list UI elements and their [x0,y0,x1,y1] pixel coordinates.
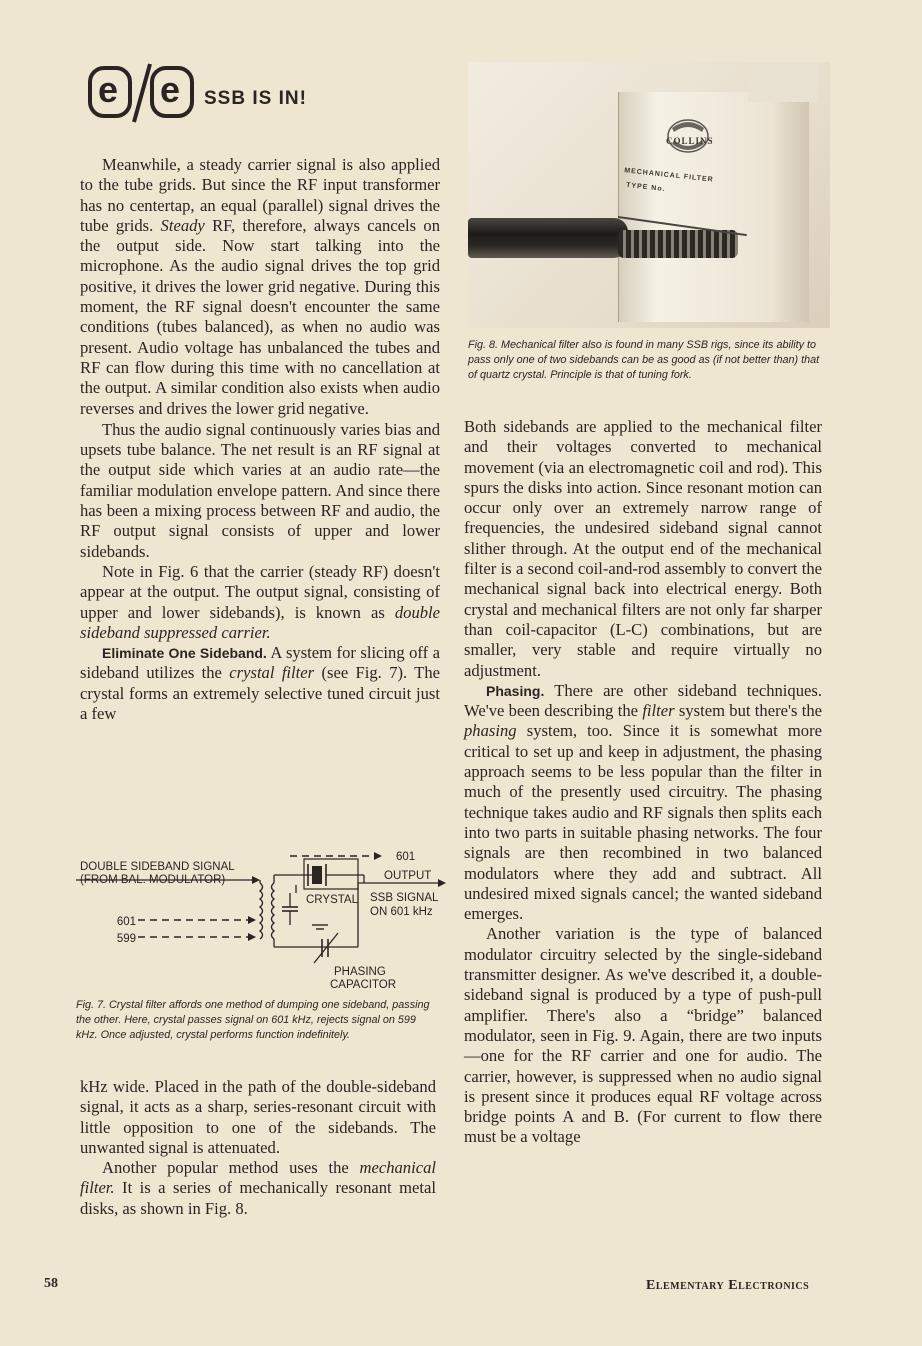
fig7-label-phasing-1: PHASING [334,966,386,978]
logo-letter-left: e [98,69,119,110]
masthead [86,62,446,126]
fig8-caption: Fig. 8. Mechanical filter also is found in many SSB rigs, since its ability to pass only one of two sidebands can be as good as (if not better than) that of quartz crystal. Principle is that of tuning fork. [468,339,820,381]
photo-label-1: MECHANICAL FILTER [623,167,714,184]
filter-rod [468,218,628,258]
paragraph: Phasing. There are other sideband techniques. We've been describing the filter system but there's the phasing system, too. Since it is somewhat more critical to set up and keep in adjustment, the phasing approach seems to be less popular than the filter in much of the presently used circuitry. The phasing technique takes audio and RF signals then splits each into two parts in suitable phasing networks. The four signals are then recombined in two balanced modulators where they add and subtract. All undesired mixed signals cancel; the wanted sideband emerges. [464,680,822,924]
fig7-label-output: OUTPUT [384,870,432,882]
subheading-eliminate-sideband: Eliminate One Sideband. [102,645,267,662]
fig7-caption: Fig. 7. Crystal filter affords one method of dumping one sideband, passing the other. Here, crystal passes signal on 601 kHz, rejects signal on 599 kHz. Once adjusted, crystal performs function indefinitely. [76,999,430,1041]
fig7-label-input-2: (FROM BAL. MODULATOR) [80,874,226,886]
left-column-text-bottom [80,1077,436,1219]
fig7-label-ssb-1: SSB SIGNAL [370,892,439,904]
paragraph: Another variation is the type of balanced modulator circuitry selected by the single-sideband transmitter designer. As we've described it, a double-sideband signal is produced by a type of push-pull amplifier. There's also a “bridge” balanced modulator, seen in Fig. 9. Again, there are two inputs—one for the RF carrier and one for audio. The carrier, however, is suppressed when no audio signal is present since it produces equal RF voltage across bridge points A and B. (For current to flow there must be a voltage [464,924,822,1147]
fig7-crystal-filter-diagram [76,845,446,995]
paragraph: Both sidebands are applied to the mechanical filter and their voltages converted to mechanical movement (via an electromagnetic coil and rod). This spurs the disks into action. Since resonant motion can occur only over an extremely narrow range of frequencies, the undesired sideband signal cannot slither through. At the output end of the mechanical filter is a second coil-and-rod assembly to convert the mechanical signal back into electrical energy. Both crystal and mechanical filters are not only far sharper than coil-capacitor (L-C) combinations, but are smaller, very stable and require virtually no adjustment. [464,417,822,680]
logo-letter-right: e [160,69,181,110]
fig7-label-crystal: CRYSTAL [306,894,358,906]
photo-brand: COLLINS [666,136,714,146]
paragraph: Thus the audio signal continuously varies bias and upsets tube balance. The net result is an RF signal at the output side which varies at an audio rate—the familiar modulation envelope pattern. And since there has been a mixing process between RF and audio, the RF output signal consists of upper and lower sidebands. [80,419,440,561]
fig7-label-input-1: DOUBLE SIDEBAND SIGNAL [80,861,235,873]
right-column-text [464,417,822,1148]
paragraph: kHz wide. Placed in the path of the double-sideband signal, it acts as a sharp, series-resonant circuit with little opposition to one of the sidebands. The unwanted signal is attenuated. [80,1077,436,1157]
paragraph: Note in Fig. 6 that the carrier (steady RF) doesn't appear at the output. The output signal, consisting of upper and lower sidebands), is known as double sideband suppressed carrier. [80,561,441,642]
paragraph: Meanwhile, a steady carrier signal is also applied to the tube grids. But since the RF input transformer has no centertap, an equal (parallel) signal drives the tube grids. Steady RF, therefore, always cancels on the output side. Now start talking into the microphone. As the audio signal drives the top grid positive, it drives the lower grid negative. During this moment, the RF signal doesn't encounter the same conditions (tubes balanced), as when no audio was present. Audio voltage has unbalanced the tubes and RF can flow during this time with no cancellation at the output. A similar condition also exists when audio reverses and drives the lower grid negative. [80,155,441,418]
filter-disks [618,230,738,258]
fig7-label-601: 601 [116,916,136,928]
left-column-text-top [80,155,440,724]
subheading-phasing: Phasing. [486,682,545,699]
fig7-label-phasing-2: CAPACITOR [330,979,397,991]
filter-can-top [748,62,818,102]
fig8-photo [468,62,830,328]
page-title: SSB IS IN! [204,88,307,109]
fig7-label-599: 599 [116,933,136,945]
fig7-label-601-top: 601 [396,851,416,863]
paragraph: Another popular method uses the mechanical filter. It is a series of mechanically resonant metal disks, as shown in Fig. 8. [80,1158,436,1218]
magazine-name: Elementary Electronics [646,1278,810,1293]
paragraph: Eliminate One Sideband. A system for slicing off a sideband utilizes the crystal filter (see Fig. 7). The crystal forms an extremely selective tuned circuit just a few [80,643,441,724]
filter-can [618,92,809,322]
page-number: 58 [44,1276,58,1291]
photo-label-2: TYPE No. [625,181,666,194]
fig7-label-ssb-2: ON 601 kHz [370,906,433,918]
